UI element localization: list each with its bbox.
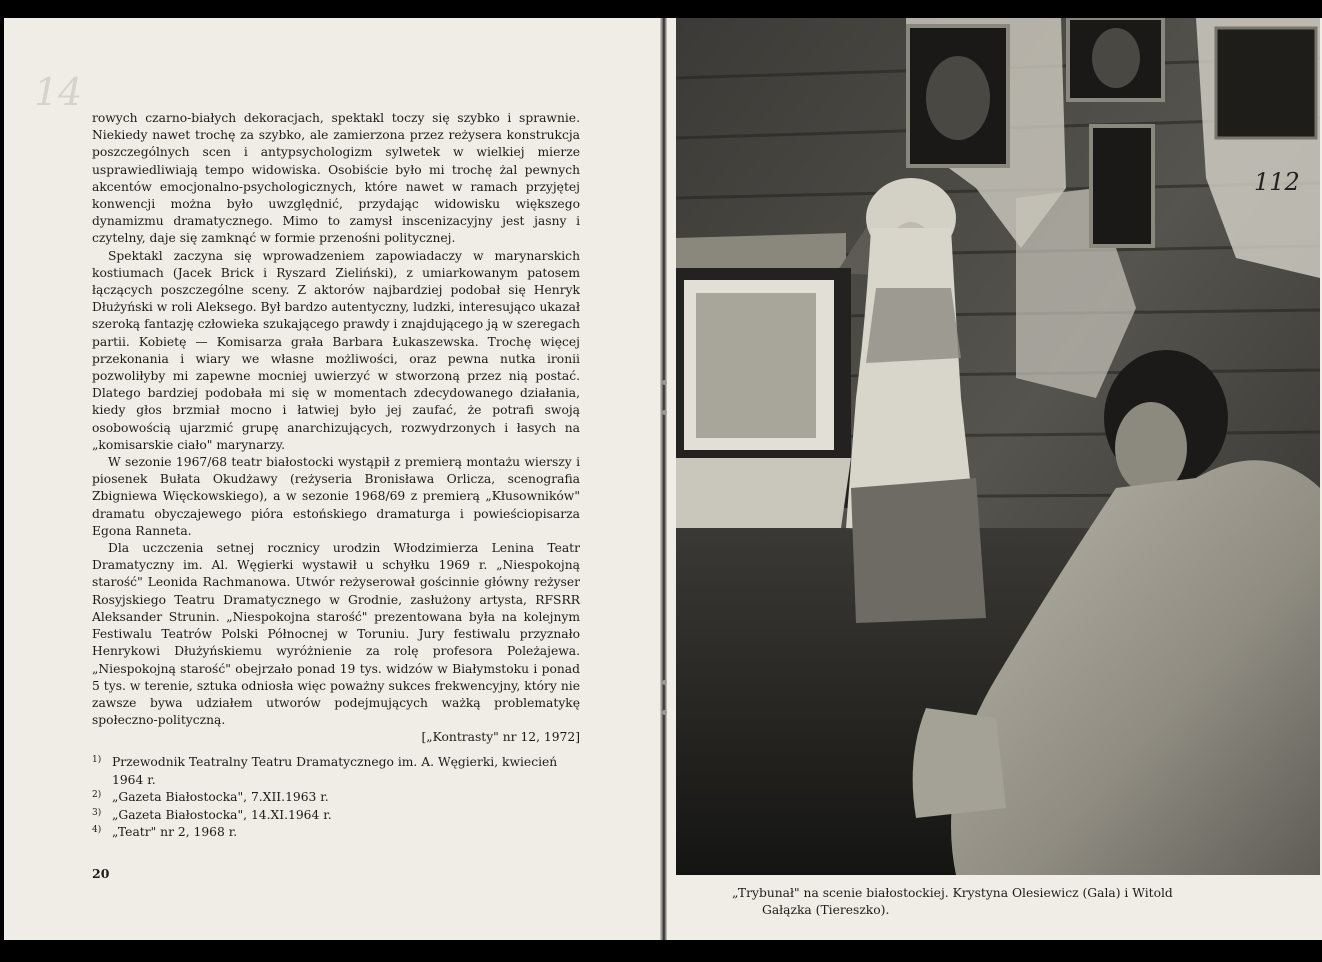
binding-hole [662,410,667,415]
paragraph: Dla uczczenia setnej rocznicy urodzin Włodzimierza Lenina Teatr Dramatyczny im. Al. Węgierki wystawił u schyłku 1969 r. „Niespokojną starość" Leonida Rachmanowa. Utwór reżyserował gościnnie główny reżyser Rosyjskiego Teatru Dramatycznego w Grodnie, zasłużony artysta, RFSRR Aleksander Strunin. „Niespokojna starość" prezentowana była na kolejnym Festiwalu Teatrów Polski Północnej w Toruniu. Jury festiwalu przyznało Henrykowi Dłużyńskiemu wyróżnienie za rolę profesora Poleżajewa. „Niespokojną starość" obejrzało ponad 19 tys. widzów w Białymstoku i ponad 5 tys. w terenie, sztuka odniosła więc poważny sukces frekwencyjny, który nie zawsze bywa udziałem utworów podejmujących ważką problematykę społeczno-polityczną. [92,541,580,728]
footnote [92,789,580,807]
caption-line: Gałązka (Tiereszko). [762,902,890,917]
footnote [92,807,580,825]
source-citation: [„Kontrasty" nr 12, 1972] [421,730,580,745]
photo-illustration [676,18,1320,875]
binding-hole [662,380,667,385]
book-gutter [660,18,667,940]
photo-caption [732,885,1292,918]
footnote-text: „Gazeta Białostocka", 7.XII.1963 r. [112,790,329,804]
theatre-photo [676,18,1320,875]
binding-hole [662,680,667,685]
footnote-mark: 4) [92,825,102,835]
footnote-text: „Teatr" nr 2, 1968 r. [112,825,238,839]
footnote-mark: 3) [92,807,102,818]
paragraph: Spektakl zaczyna się wprowadzeniem zapowiadaczy w marynarskich kostiumach (Jacek Brick i Ryszard Zieliński), z umiarkowanym patosem łączących poszczególne sceny. Z aktorów najbardziej podobał się Henryk Dłużyński w roli Aleksego. Był bardzo autentyczny, ludzki, interesująco ukazał szeroką fantazję człowieka szukającego prawdy i znajdującego ją w szeregach partii. Kobietę — Komisarza grała Barbara Łukaszewska. Trochę więcej przekonania i wiary we własne możliwości, oraz pewna nutka ironii pozwoliłyby mi zapewne mocniej uwierzyć w stworzoną przez nią postać. Dlatego bardziej podobała mi się w momentach zdecydowanego działania, kiedy głos brzmiał mocno i łatwiej było jej zaufać, że potrafi swoją osobowością ujarzmić grupę anarchizujących, rozwydrzonych i łasych na „komisarskie ciało" marynarzy. [92,248,580,452]
footnote-text: Przewodnik Teatralny Teatru Dramatycznego im. A. Węgierki, kwiecień 1964 r. [112,755,558,787]
article-body [92,110,580,747]
caption-line: „Trybunał" na scenie białostockiej. Krystyna Olesiewicz (Gala) i Witold [732,886,1173,900]
footnote-mark: 1) [92,755,102,765]
footnote-text: „Gazeta Białostocka", 14.XI.1964 r. [112,807,332,822]
page-number: 20 [92,866,110,881]
footnote [92,754,580,789]
paragraph: W sezonie 1967/68 teatr białostocki wystąpił z premierą montażu wierszy i piosenek Bułata Okudżawy (reżyseria Bronisława Orlicza, scenografia Zbigniewa Więckowskiego), a w sezonie 1968/69 z premierą „Kłusowników" dramatu obyczajewego pióra estońskiego dramaturga i powieściopisarza Egona Ranneta. [92,455,580,538]
handwritten-mark: 112 [1254,168,1300,196]
faint-page-mark: 14 [34,70,83,114]
footnote [92,824,580,842]
paragraph: rowych czarno-białych dekoracjach, spektakl toczy się szybko i sprawnie. Niekiedy nawet trochę za szybko, ale zamierzona przez reżysera konstrukcja poszczególnych scen i antypsychologizm sylwetek w wielkiej mierze usprawiedliwiają tempo widowiska. Osobiście było mi trochę żal pewnych akcentów emocjonalno-psychologicznych, które nawet w ramach przyjętej konwencji można było uwzględnić, przydając widowisku większego dynamizmu dramatycznego. Mimo to zamysł inscenizacyjny jest jasny i czytelny, daje się zamknąć w formie przenośni politycznej. [92,111,580,246]
binding-hole [662,710,667,715]
footnote-mark: 2) [92,790,102,800]
footnotes [92,754,580,842]
